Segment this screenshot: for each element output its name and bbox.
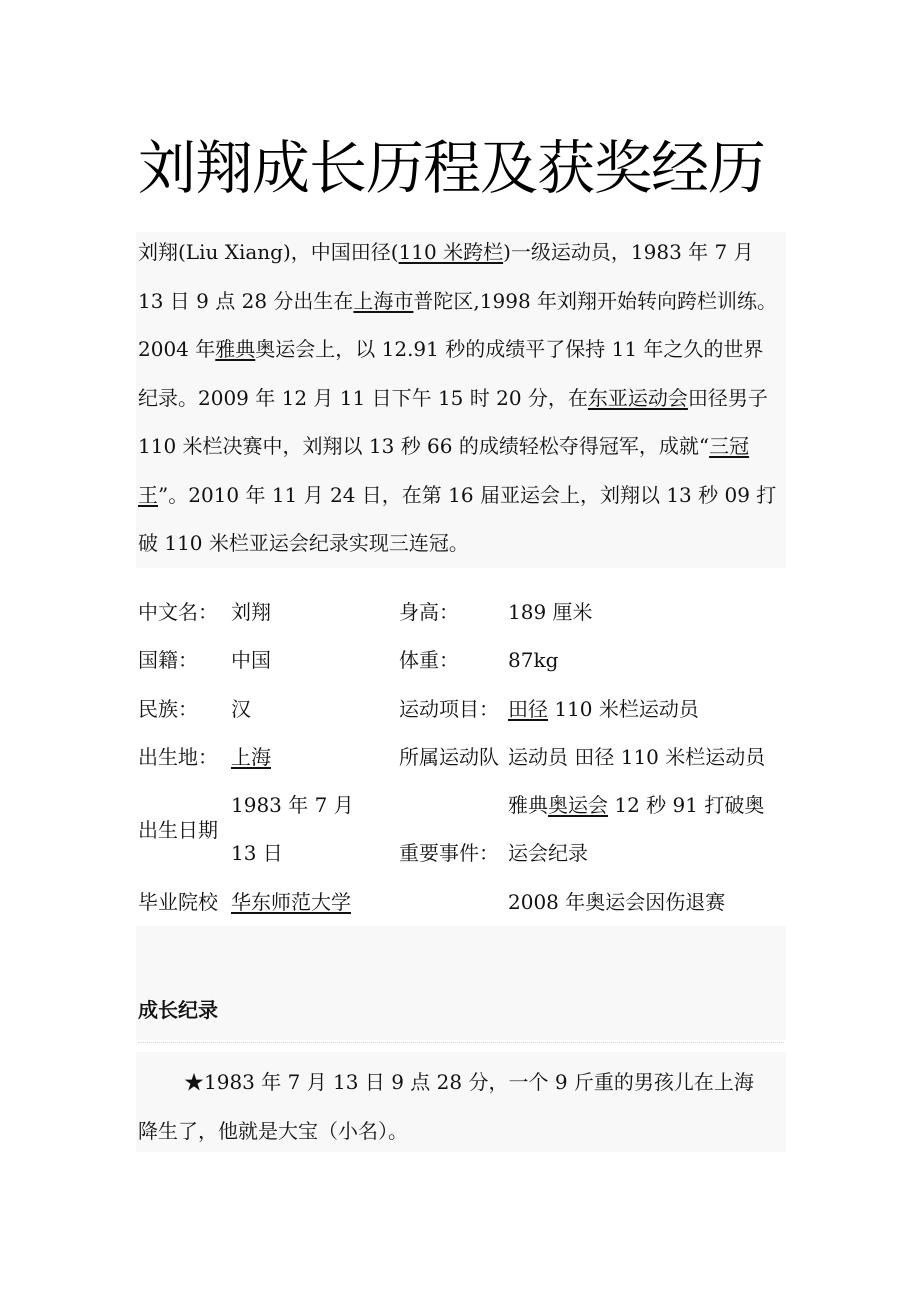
- intro-line: [138, 277, 788, 326]
- divider: [138, 1042, 784, 1043]
- intro-text: 2004 年: [138, 337, 216, 361]
- intro-line: [138, 471, 788, 520]
- intro-text: )一级运动员，1983 年 7 月: [503, 240, 754, 264]
- height-value: 189 厘米: [508, 600, 593, 624]
- link-track-and-field[interactable]: 田径: [508, 697, 548, 721]
- intro-line: 破 110 米栏亚运会纪录实现三连冠。: [138, 531, 469, 555]
- link-110m-hurdles[interactable]: 110 米跨栏: [398, 240, 504, 264]
- intro-line: [138, 422, 788, 471]
- intro-text: 纪录。2009 年 12 月 11 日下午 15 时 20 分，在: [138, 385, 588, 410]
- birthplace-label: 出生地：: [138, 745, 218, 769]
- intro-text: 110 米栏决赛中，刘翔以 13 秒 66 的成绩轻松夺得冠军，成就“: [138, 434, 710, 458]
- team-label: 所属运动队: [399, 745, 499, 769]
- event-value-line1: [508, 781, 764, 830]
- school-label: 毕业院校: [138, 890, 218, 914]
- link-shanghai[interactable]: 上海: [231, 745, 271, 769]
- link-east-china-normal-university[interactable]: 华东师范大学: [231, 890, 351, 914]
- intro-text: ”。2010 年 11 月 24 日，在第 16 届亚运会上，刘翔以 13 秒 09 打: [158, 482, 777, 507]
- weight-value: 87kg: [508, 648, 559, 672]
- link-triple-crown-end[interactable]: 王: [138, 482, 158, 507]
- event-value-line3: 2008 年奥运会因伤退赛: [508, 890, 726, 914]
- heading-background: [136, 926, 786, 1040]
- sport-value-rest: 110 米栏运动员: [548, 697, 699, 721]
- intro-text: 田径男子: [687, 385, 768, 410]
- weight-label: 体重：: [399, 648, 459, 672]
- intro-text: 刘翔(Liu Xiang)，中国田径(: [138, 240, 399, 264]
- event-text: 12 秒 91 打破奥: [608, 793, 765, 817]
- height-label: 身高：: [399, 600, 459, 624]
- link-athens[interactable]: 雅典: [215, 337, 256, 361]
- team-value: 运动员 田径 110 米栏运动员: [508, 745, 766, 769]
- intro-text: 奥运会上，以 12.91 秒的成绩平了保持 11 年之久的世界: [255, 337, 764, 361]
- record-line: ★1983 年 7 月 13 日 9 点 28 分，一个 9 斤重的男孩儿在上海: [184, 1070, 754, 1094]
- intro-line: [138, 228, 788, 277]
- birthdate-value-line2: 13 日: [231, 841, 283, 865]
- record-line: 降生了，他就是大宝（小名）。: [138, 1118, 408, 1143]
- ethnicity-value: 汉: [231, 697, 251, 721]
- sport-value: [508, 685, 699, 734]
- intro-text: 13 日 9 点 28 分出生在: [138, 288, 354, 313]
- link-shanghai-city[interactable]: 上海市: [353, 288, 414, 313]
- event-text: 雅典: [508, 793, 548, 817]
- section-heading: 成长纪录: [138, 998, 218, 1022]
- birthdate-value-line1: 1983 年 7 月: [231, 793, 354, 817]
- intro-text: 普陀区,1998 年刘翔开始转向跨栏训练。: [413, 288, 778, 313]
- name-value: 刘翔: [231, 600, 271, 624]
- growth-record: [138, 1058, 788, 1155]
- intro-line: [138, 374, 788, 423]
- page-title: 刘翔成长历程及获奖经历: [138, 134, 766, 202]
- event-value-line2: 运会纪录: [508, 841, 588, 865]
- intro-line: [138, 325, 788, 374]
- link-east-asian-games[interactable]: 东亚运动会: [587, 385, 688, 410]
- name-label: 中文名：: [138, 600, 218, 624]
- link-triple-crown[interactable]: 三冠: [709, 434, 750, 458]
- sport-label: 运动项目：: [399, 697, 499, 721]
- nationality-label: 国籍：: [138, 648, 198, 672]
- nationality-value: 中国: [231, 648, 271, 672]
- event-label: 重要事件：: [399, 841, 499, 865]
- link-olympics[interactable]: 奥运会: [548, 793, 608, 817]
- ethnicity-label: 民族：: [138, 697, 198, 721]
- intro-paragraph: [138, 228, 788, 568]
- birthdate-label: 出生日期: [138, 818, 218, 842]
